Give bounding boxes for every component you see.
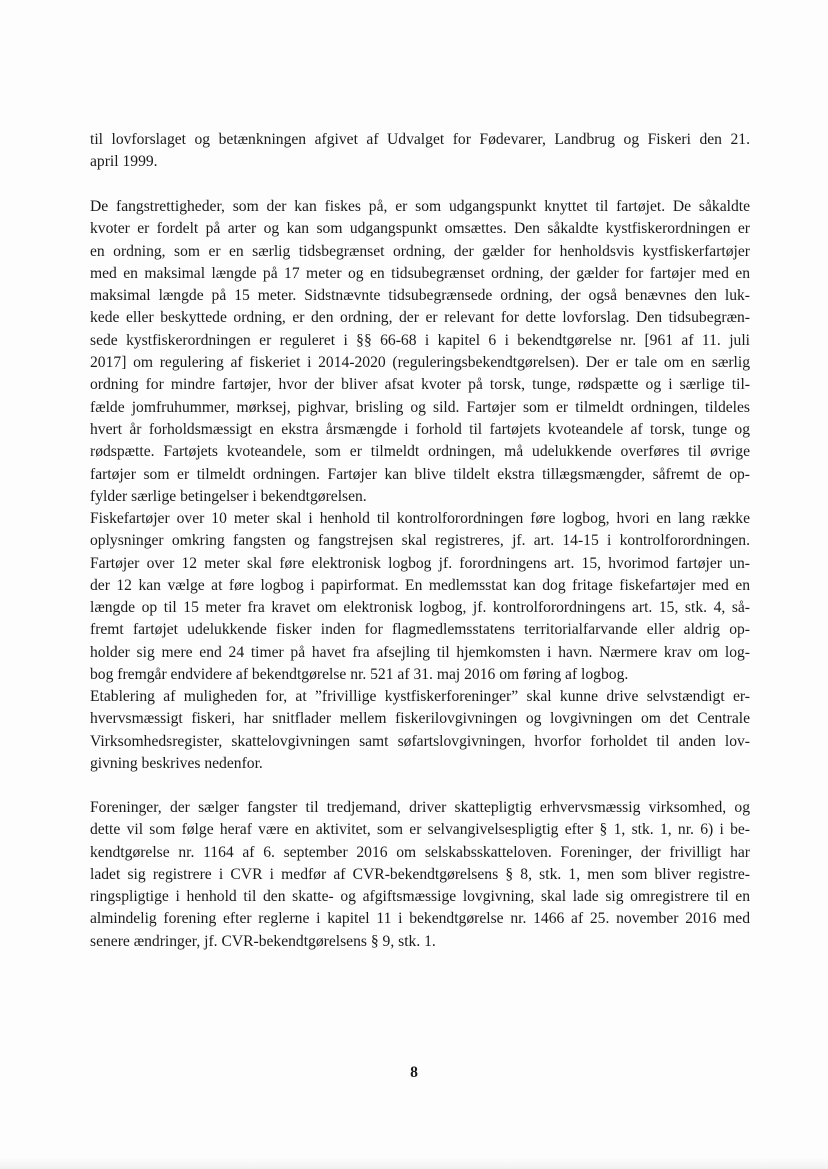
text-line: Fartøjer over 12 meter skal føre elektronisk logbog jf. forordningens art. 15, hvorimod fartøjer un- bbox=[90, 554, 750, 572]
text-line: hvert år forholdsmæssigt en ekstra årsmængde i forhold til fartøjets kvoteandele af torsk, tunge og bbox=[90, 420, 750, 438]
text-line: Foreninger, der sælger fangster til tredjemand, driver skattepligtig erhvervsmæssig virksomhed, og bbox=[90, 799, 750, 816]
text-line: ringspligtige i henhold til den skatte- og afgiftsmæssige lovgivning, skal lade sig omregistrere til en bbox=[90, 888, 750, 906]
page-number: 8 bbox=[410, 1064, 418, 1081]
text-line: ladet sig registrere i CVR i medfør af CVR-bekendtgørelsens § 8, stk. 1, men som bliver registre- bbox=[90, 865, 750, 883]
text-line: rødspætte. Fartøjets kvoteandele, som er tilmeldt ordningen, må udelukkende overføres til øvrige bbox=[90, 443, 750, 461]
text-line: fælde jomfruhummer, mørksej, pighvar, brisling og sild. Fartøjer som er tilmeldt ordningen, tildeles bbox=[90, 398, 750, 416]
text-line: med en maksimal længde på 17 meter og en tidsubegrænset ordning, der gælder for fartøjer med en bbox=[90, 264, 750, 282]
paragraph-tax-registration bbox=[90, 797, 750, 953]
text-line: 2017] om regulering af fiskeriet i 2014-2020 (reguleringsbekendtgørelsen). Der er tale om en særlig bbox=[90, 354, 750, 372]
text-line: Etablering af muligheden for, at ”frivillige kystfiskerforeninger” skal kunne drive selvstændigt er- bbox=[90, 688, 750, 705]
text-line: maksimal længde på 15 meter. Sidstnævnte tidsubegrænsede ordning, der også benævnes den luk- bbox=[90, 287, 750, 305]
text-line: kendtgørelse nr. 1164 af 6. september 2016 om selskabsskatteloven. Foreninger, der frivilligt har bbox=[90, 843, 750, 861]
text-line: kvoter er fordelt på arter og kan som udgangspunkt omsættes. Den såkaldte kystfiskerordningen er bbox=[90, 220, 750, 238]
text-line: dette vil som følge heraf være en aktivitet, som er selvangivelsespligtig efter § 1, stk. 1, nr. 6) i be- bbox=[90, 821, 750, 839]
text-line: senere ændringer, jf. CVR-bekendtgørelsens § 9, stk. 1. bbox=[90, 932, 436, 950]
text-line: til lovforslaget og betænkningen afgivet af Udvalget for Fødevarer, Landbrug og Fiskeri den 21. bbox=[90, 131, 750, 148]
text-line: hvervsmæssigt fiskeri, har snitflader mellem fiskerilovgivningen og lovgivningen om det Centrale bbox=[90, 710, 750, 728]
text-line: april 1999. bbox=[90, 153, 158, 171]
text-line: en ordning, som er en særlig tidsbegrænset ordning, der gælder for henholdsvis kystfiskerfartøjer bbox=[90, 242, 750, 260]
text-line: oplysninger omkring fangsten og fangstrejsen skal registreres, jf. art. 14-15 i kontrolforordningen. bbox=[90, 532, 750, 550]
text-line: Virksomhedsregister, skattelovgivningen samt søfartslovgivningen, hvorfor forholdet til anden lov- bbox=[90, 732, 750, 750]
text-line: ordning for mindre fartøjer, hvor der bliver afsat kvoter på torsk, tunge, rødspætte og i særlige til- bbox=[90, 376, 750, 394]
text-line: De fangstrettigheder, som der kan fiskes på, er som udgangspunkt knyttet til fartøjet. De såkaldte bbox=[90, 198, 750, 215]
text-line: længde op til 15 meter fra kravet om elektronisk logbog, jf. kontrolforordningens art. 15, stk. 4, så- bbox=[90, 599, 750, 617]
text-line: sede kystfiskerordningen er reguleret i §§ 66-68 i kapitel 6 i bekendtgørelse nr. [961 af 11. juli bbox=[90, 331, 750, 349]
scan-bottom-edge bbox=[0, 1158, 828, 1169]
text-line: holder sig mere end 24 timer på havet fra afsejling til hjemkomsten i havn. Nærmere krav om log- bbox=[90, 643, 750, 661]
text-line: fartøjer som er tilmeldt ordningen. Fartøjer kan blive tildelt ekstra tillægsmængder, såfremt de op- bbox=[90, 465, 750, 483]
text-line: almindelig forening efter reglerne i kapitel 11 i bekendtgørelse nr. 1466 af 25. november 2016 med bbox=[90, 910, 750, 928]
text-line: Fiskefartøjer over 10 meter skal i henhold til kontrolforordningen føre logbog, hvori en lang række bbox=[90, 510, 750, 527]
paragraph-voluntary-associations bbox=[90, 686, 750, 775]
text-line: givning beskrives nedenfor. bbox=[90, 754, 263, 772]
text-line: der 12 kan vælge at føre logbog i papirformat. En medlemsstat kan dog fritage fiskefartøjer med en bbox=[90, 576, 750, 594]
paragraph-fishing-rights bbox=[90, 196, 750, 508]
paragraph-intro-reference bbox=[90, 129, 750, 174]
text-line: kede eller beskyttede ordning, er den ordning, der er relevant for dette lovforslag. Den tidsubegræn- bbox=[90, 309, 750, 327]
paragraph-logbook bbox=[90, 508, 750, 686]
text-line: fremt fartøjet udelukkende fisker inden for flagmedlemsstatens territorialfarvande eller aldrig op- bbox=[90, 621, 750, 639]
text-line: bog fremgår endvidere af bekendtgørelse nr. 521 af 31. maj 2016 om føring af logbog. bbox=[90, 666, 629, 684]
text-line: fylder særlige betingelser i bekendtgørelsen. bbox=[90, 487, 367, 505]
